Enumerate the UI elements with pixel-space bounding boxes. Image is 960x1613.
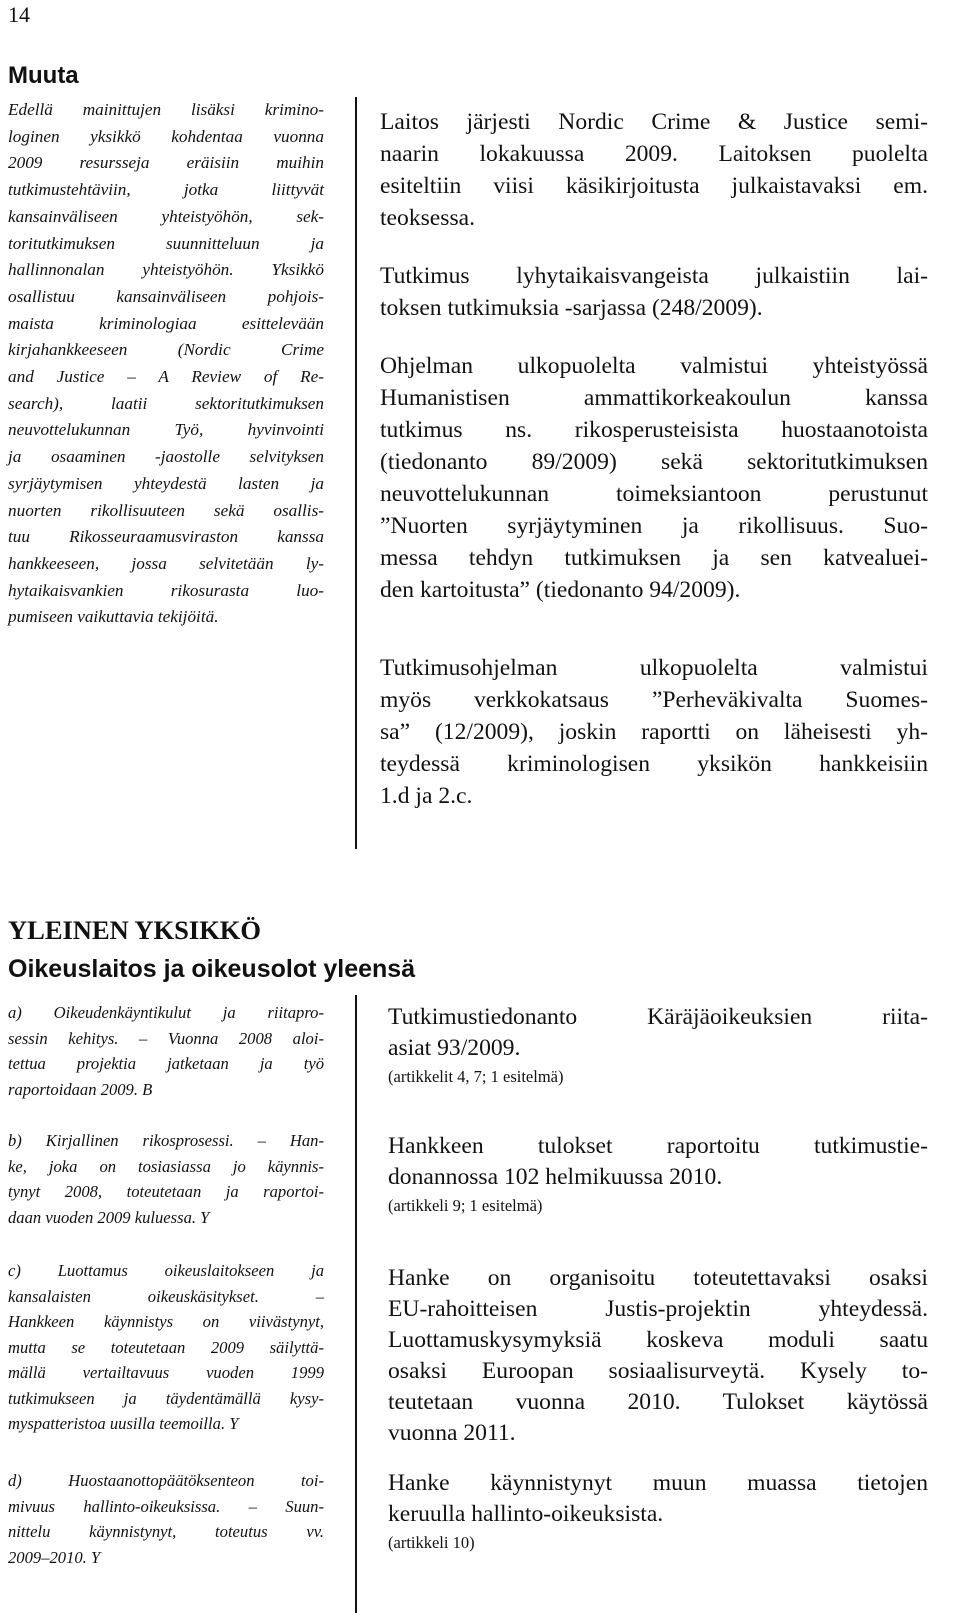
text-block [388, 1131, 928, 1193]
text-line: neuvottelukunnan Työ, hyvinvointi [8, 420, 324, 440]
text-line: Hanke käynnistynyt muun muassa tietojen [388, 1470, 928, 1496]
text-line: donannossa 102 helmikuussa 2010. [388, 1164, 723, 1190]
text-line: loginen yksikkö kohdentaa vuonna [8, 126, 324, 146]
text-line: vuonna 2011. [388, 1420, 516, 1446]
text-line: hallinnonalan yhteistyöhön. Yksikkö [8, 260, 324, 280]
text-line: b) Kirjallinen rikosprosessi. – Han- [8, 1131, 324, 1150]
text-line: Edellä mainittujen lisäksi krimino- [8, 100, 324, 119]
text-line: EU-rahoitteisen Justis-projektin yhteydessä. [388, 1296, 928, 1322]
text-line: tutkimus ns. rikosperusteisista huostaanotoista [380, 417, 928, 443]
text-line: myös verkkokatsaus ”Perheväkivalta Suomes- [380, 687, 928, 713]
text-line: hytaikaisvankien rikosurasta luo- [8, 580, 324, 600]
text-block [8, 1000, 324, 1102]
text-line: nuorten rikollisuuteen sekä osallis- [8, 500, 324, 520]
text-line: and Justice – A Review of Re- [8, 367, 324, 387]
column-divider-top [355, 97, 357, 849]
text-line: mutta se toteutetaan 2009 säilyttä- [8, 1337, 324, 1357]
muuta-left-column [8, 97, 324, 631]
text-line: tettua projektia jatketaan ja työ [8, 1054, 324, 1073]
text-line: ke, joka on tosiasiassa jo käynnis- [8, 1156, 324, 1176]
muuta-right-column [380, 106, 928, 812]
paragraph [380, 106, 928, 234]
text-line: osaksi Euroopan sosiaalisurveytä. Kysely to- [388, 1358, 928, 1384]
text-block [388, 1263, 928, 1449]
item-c-result [388, 1263, 928, 1449]
text-line: kansainväliseen yhteistyöhön, sek- [8, 206, 324, 226]
text-line: teoksessa. [380, 205, 476, 231]
text-block [8, 1258, 324, 1437]
item-a-result [388, 1002, 928, 1088]
text-line: (tiedonanto 89/2009) sekä sektoritutkimuksen [380, 449, 928, 475]
text-line: daan vuoden 2009 kuluessa. Y [8, 1207, 210, 1227]
text-line: Humanistisen ammattikorkeakoulun kanssa [380, 385, 928, 411]
text-line: asiat 93/2009. [388, 1035, 521, 1061]
section-heading-yleinen-yksikko: YLEINEN YKSIKKÖ [8, 915, 262, 945]
text-line: tuu Rikosseuraamusviraston kanssa [8, 527, 324, 547]
text-line: tutkimukseen ja täydentämällä kysy- [8, 1388, 324, 1408]
text-line: syrjäytymisen yhteydestä lasten ja [8, 473, 324, 493]
text-line: toritutkimuksen suunnitteluun ja [8, 233, 324, 253]
text-line: teydessä kriminologisen yksikön hankkeisiin [380, 751, 928, 777]
text-line: Ohjelman ulkopuolelta valmistui yhteistyössä [380, 353, 928, 379]
text-line: 2009 resursseja eräisiin muihin [8, 153, 324, 173]
text-line: kansalaisten oikeuskäsitykset. – [8, 1286, 324, 1306]
column-divider-bottom [355, 995, 357, 1613]
text-line: tutkimustehtäviin, jotka liittyvät [8, 180, 324, 200]
item-note: (artikkeli 9; 1 esitelmä) [388, 1196, 543, 1215]
text-block [388, 1468, 928, 1530]
text-line: mällä vertailtavuus vuoden 1999 [8, 1363, 324, 1382]
text-line: d) Huostaanottopäätöksenteon toi- [8, 1471, 324, 1490]
section-heading-muuta: Muuta [8, 62, 79, 89]
item-c-description [8, 1258, 324, 1437]
text-line: osallistuu kansainväliseen pohjois- [8, 286, 324, 306]
text-line: teutetaan vuonna 2010. Tulokset käytössä [388, 1389, 928, 1415]
paragraph [380, 350, 928, 606]
text-line: messa tehdyn tutkimuksen ja sen katvealuei- [380, 545, 928, 571]
text-line: Hankkeen tulokset raportoitu tutkimustie- [388, 1133, 928, 1159]
item-b-result [388, 1131, 928, 1217]
text-line: Hankkeen käynnistys on viivästynyt, [8, 1312, 324, 1331]
text-line: kirjahankkeeseen (Nordic Crime [8, 340, 324, 360]
paragraph [380, 260, 928, 324]
text-block [8, 1468, 324, 1570]
item-note: (artikkelit 4, 7; 1 esitelmä) [388, 1067, 564, 1086]
text-line: esiteltiin viisi käsikirjoitusta julkaistavaksi em. [380, 173, 928, 199]
item-d-result [388, 1468, 928, 1554]
text-line: a) Oikeudenkäyntikulut ja riitapro- [8, 1003, 324, 1022]
text-line: Hanke on organisoitu toteutettavaksi osaksi [388, 1265, 928, 1291]
text-line: 1.d ja 2.c. [380, 783, 473, 809]
text-line: c) Luottamus oikeuslaitokseen ja [8, 1261, 324, 1280]
subsection-heading-oikeuslaitos: Oikeuslaitos ja oikeusolot yleensä [8, 955, 416, 983]
text-line: Luottamuskysymyksiä koskeva moduli saatu [388, 1327, 928, 1353]
text-line: myspatteristoa uusilla teemoilla. Y [8, 1414, 239, 1433]
text-line: toksen tutkimuksia -sarjassa (248/2009). [380, 295, 763, 321]
text-block [388, 1002, 928, 1064]
text-line: ja osaaminen -jaostolle selvityksen [8, 447, 324, 467]
text-line: sa” (12/2009), joskin raportti on läheisesti yh- [380, 719, 928, 745]
text-line: ”Nuorten syrjäytyminen ja rikollisuus. Suo- [380, 513, 928, 539]
text-line: 2009–2010. Y [8, 1547, 101, 1567]
text-line: den kartoitusta” (tiedonanto 94/2009). [380, 577, 741, 603]
text-line: Tutkimus lyhytaikaisvangeista julkaistiin lai- [380, 263, 928, 289]
text-line: mivuus hallinto-oikeuksissa. – Suun- [8, 1496, 324, 1516]
text-line: Tutkimustiedonanto Käräjäoikeuksien riita- [388, 1004, 928, 1030]
text-line: sessin kehitys. – Vuonna 2008 aloi- [8, 1028, 324, 1048]
paragraph [380, 652, 928, 812]
text-line: Tutkimusohjelman ulkopuolelta valmistui [380, 655, 928, 681]
text-line: hankkeeseen, jossa selvitetään ly- [8, 553, 324, 573]
text-line: maista kriminologiaa esittelevään [8, 313, 324, 333]
page-number: 14 [8, 2, 30, 27]
text-block [8, 97, 324, 631]
text-line: raportoidaan 2009. B [8, 1079, 153, 1099]
text-line: Laitos järjesti Nordic Crime & Justice semi- [380, 109, 928, 135]
text-line: neuvottelukunnan toimeksiantoon perustunut [380, 481, 928, 507]
text-line: tynyt 2008, toteutetaan ja raportoi- [8, 1182, 324, 1201]
text-line: search), laatii sektoritutkimuksen [8, 393, 324, 413]
text-block [8, 1128, 324, 1230]
item-a-description [8, 1000, 324, 1102]
item-b-description [8, 1128, 324, 1230]
item-note: (artikkeli 10) [388, 1533, 475, 1552]
item-d-description [8, 1468, 324, 1570]
text-line: nittelu käynnistynyt, toteutus vv. [8, 1522, 324, 1541]
text-line: naarin lokakuussa 2009. Laitoksen puolelta [380, 141, 928, 167]
text-line: keruulla hallinto-oikeuksista. [388, 1501, 664, 1527]
text-line: pumiseen vaikuttavia tekijöitä. [8, 607, 219, 627]
